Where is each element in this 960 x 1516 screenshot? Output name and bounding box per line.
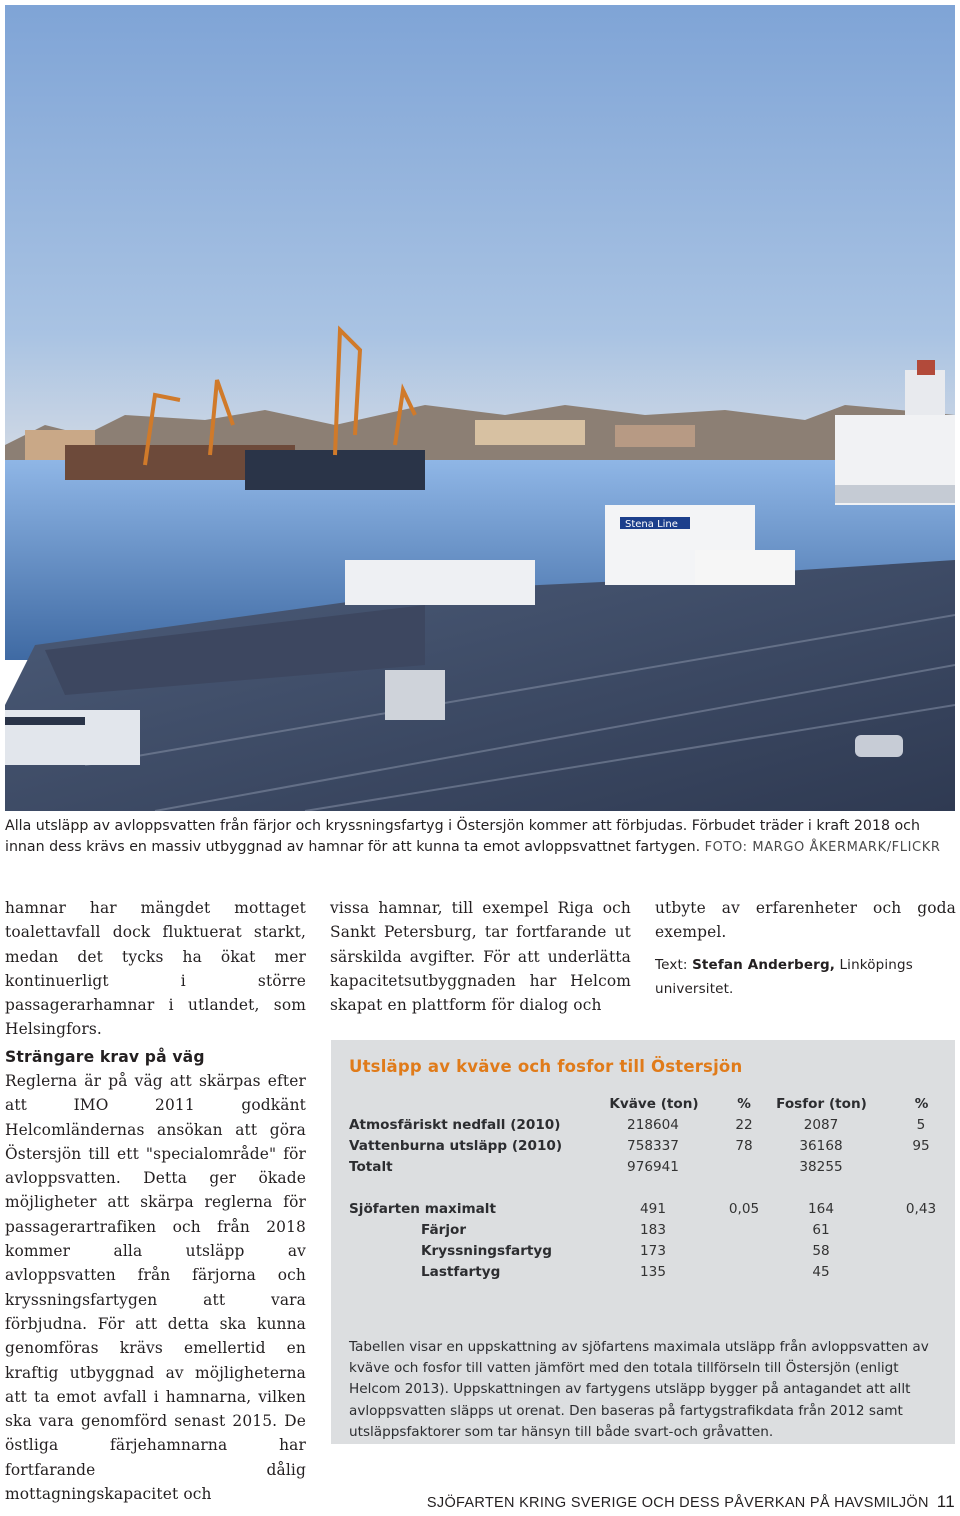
cell-kvave: 135 <box>640 1264 666 1280</box>
body-column-3 <box>655 896 956 1001</box>
row-label: Sjöfarten maximalt <box>349 1201 496 1217</box>
credit-affiliation: Linköpings universitet. <box>655 956 913 997</box>
row-label: Atmosfäriskt nedfall (2010) <box>349 1117 561 1133</box>
cell-kvave: 758337 <box>627 1138 679 1154</box>
cell-kvave: 183 <box>640 1222 666 1238</box>
page-number: 11 <box>936 1492 955 1511</box>
cell-kvave: 173 <box>640 1243 666 1259</box>
cell-fosfor: 45 <box>812 1264 830 1280</box>
cell-fosfor-pct: 5 <box>916 1117 926 1133</box>
cell-kvave-pct: 0,05 <box>728 1201 760 1217</box>
stena-line-sign: Stena Line <box>625 519 678 530</box>
cell-fosfor: 36168 <box>799 1138 843 1154</box>
cell-fosfor: 58 <box>812 1243 830 1259</box>
cell-kvave: 218604 <box>627 1117 679 1133</box>
credit-label: Text: <box>655 956 688 973</box>
harbour-photo <box>5 5 955 811</box>
cell-kvave: 491 <box>640 1201 666 1217</box>
footer-title: SJÖFARTEN KRING SVERIGE OCH DESS PÅVERKAN PÅ HAVSMILJÖN <box>426 1495 929 1511</box>
cell-kvave-pct: 22 <box>735 1117 753 1133</box>
row-label: Vattenburna utsläpp (2010) <box>349 1138 563 1154</box>
harbour-illustration <box>5 5 955 811</box>
emissions-infobox <box>331 1040 955 1444</box>
header-kvave-pct: % <box>737 1096 751 1112</box>
credit-author: Stefan Anderberg, <box>692 956 836 973</box>
infobox-note: Tabellen visar en uppskattning av sjöfartens maximala utsläpp från avloppsvatten av kväve och fosfor till vatten jämfört med den totala tillförseln till Östersjön (enligt Helcom 2013). Uppskattningen av fartygens utsläpp bygger på antagandet att allt avloppsvatten släpps ut orenat. Den baseras på fartygstrafikdata från 2012 samt utsläppsfaktorer som tar hänsyn till både svart-och gråvatten. <box>349 1339 929 1440</box>
cell-fosfor: 164 <box>808 1201 834 1217</box>
row-label: Totalt <box>349 1159 393 1175</box>
section-body: Reglerna är på väg att skärpas efter att IMO 2011 godkänt Helcomländernas ansökan att göra Östersjön till ett "specialområde" för avloppsvatten. Detta ger ökade möjligheter att skärpa reglerna för passagerartrafiken och från 2018 kommer alla utsläpp av avloppsvatten från färjorna och kryssningsfartygen att vara förbjudna. För att detta ska kunna genomföras krävs emellertid en kraftig utbyggnad av möjligheterna att ta emot avfall i hamnarna, vilken ska vara genomförd senast 2015. De östliga färjehamnarna har fortfarande dålig mottagningskapacitet och <box>5 1072 306 1504</box>
cell-kvave: 976941 <box>627 1159 679 1175</box>
section-column <box>5 1045 306 1506</box>
infobox-title: Utsläpp av kväve och fosfor till Östersjön <box>349 1057 743 1076</box>
cell-fosfor: 2087 <box>803 1117 839 1133</box>
body-text: utbyte av erfarenheter och goda exempel. <box>655 899 956 942</box>
photo-caption <box>5 816 957 858</box>
row-label: Lastfartyg <box>421 1264 501 1280</box>
cell-fosfor: 38255 <box>799 1159 843 1175</box>
row-label: Färjor <box>421 1222 467 1238</box>
row-label: Kryssningsfartyg <box>421 1243 552 1259</box>
header-kvave: Kväve (ton) <box>609 1096 699 1112</box>
author-credit <box>655 953 956 1002</box>
header-fosfor: Fosfor (ton) <box>776 1096 867 1112</box>
body-column-2 <box>330 896 631 1017</box>
body-column-1 <box>5 896 306 1042</box>
body-text: vissa hamnar, till exempel Riga och Sankt Petersburg, tar fortfarande ut särskilda avgifter. För att underlätta kapacitetsutbyggnaden har Helcom skapat en plattform för dialog och <box>330 899 631 1015</box>
photo-credit: FOTO: MARGO ÅKERMARK/FLICKR <box>704 840 941 855</box>
header-fosfor-pct: % <box>914 1096 929 1112</box>
cell-fosfor-pct: 0,43 <box>905 1201 937 1217</box>
body-text: hamnar har mängdet mottaget toalettavfall dock fluktuerat starkt, medan det tycks ha ökat mer kontinuerligt i större passagerarhamnar i utlandet, som Helsingfors. <box>5 899 306 1039</box>
cell-fosfor: 61 <box>812 1222 830 1238</box>
cell-kvave-pct: 78 <box>735 1138 753 1154</box>
page-footer <box>420 1492 955 1512</box>
caption-text: Alla utsläpp av avloppsvatten från färjor och kryssningsfartyg i Östersjön kommer att förbjudas. Förbudet träder i kraft 2018 och innan dess krävs en massiv utbyggnad av hamnar för att kunna ta emot avloppsvattnet fartygen. <box>5 818 920 855</box>
section-heading: Strängare krav på väg <box>5 1048 205 1066</box>
cell-fosfor-pct: 95 <box>912 1138 930 1154</box>
